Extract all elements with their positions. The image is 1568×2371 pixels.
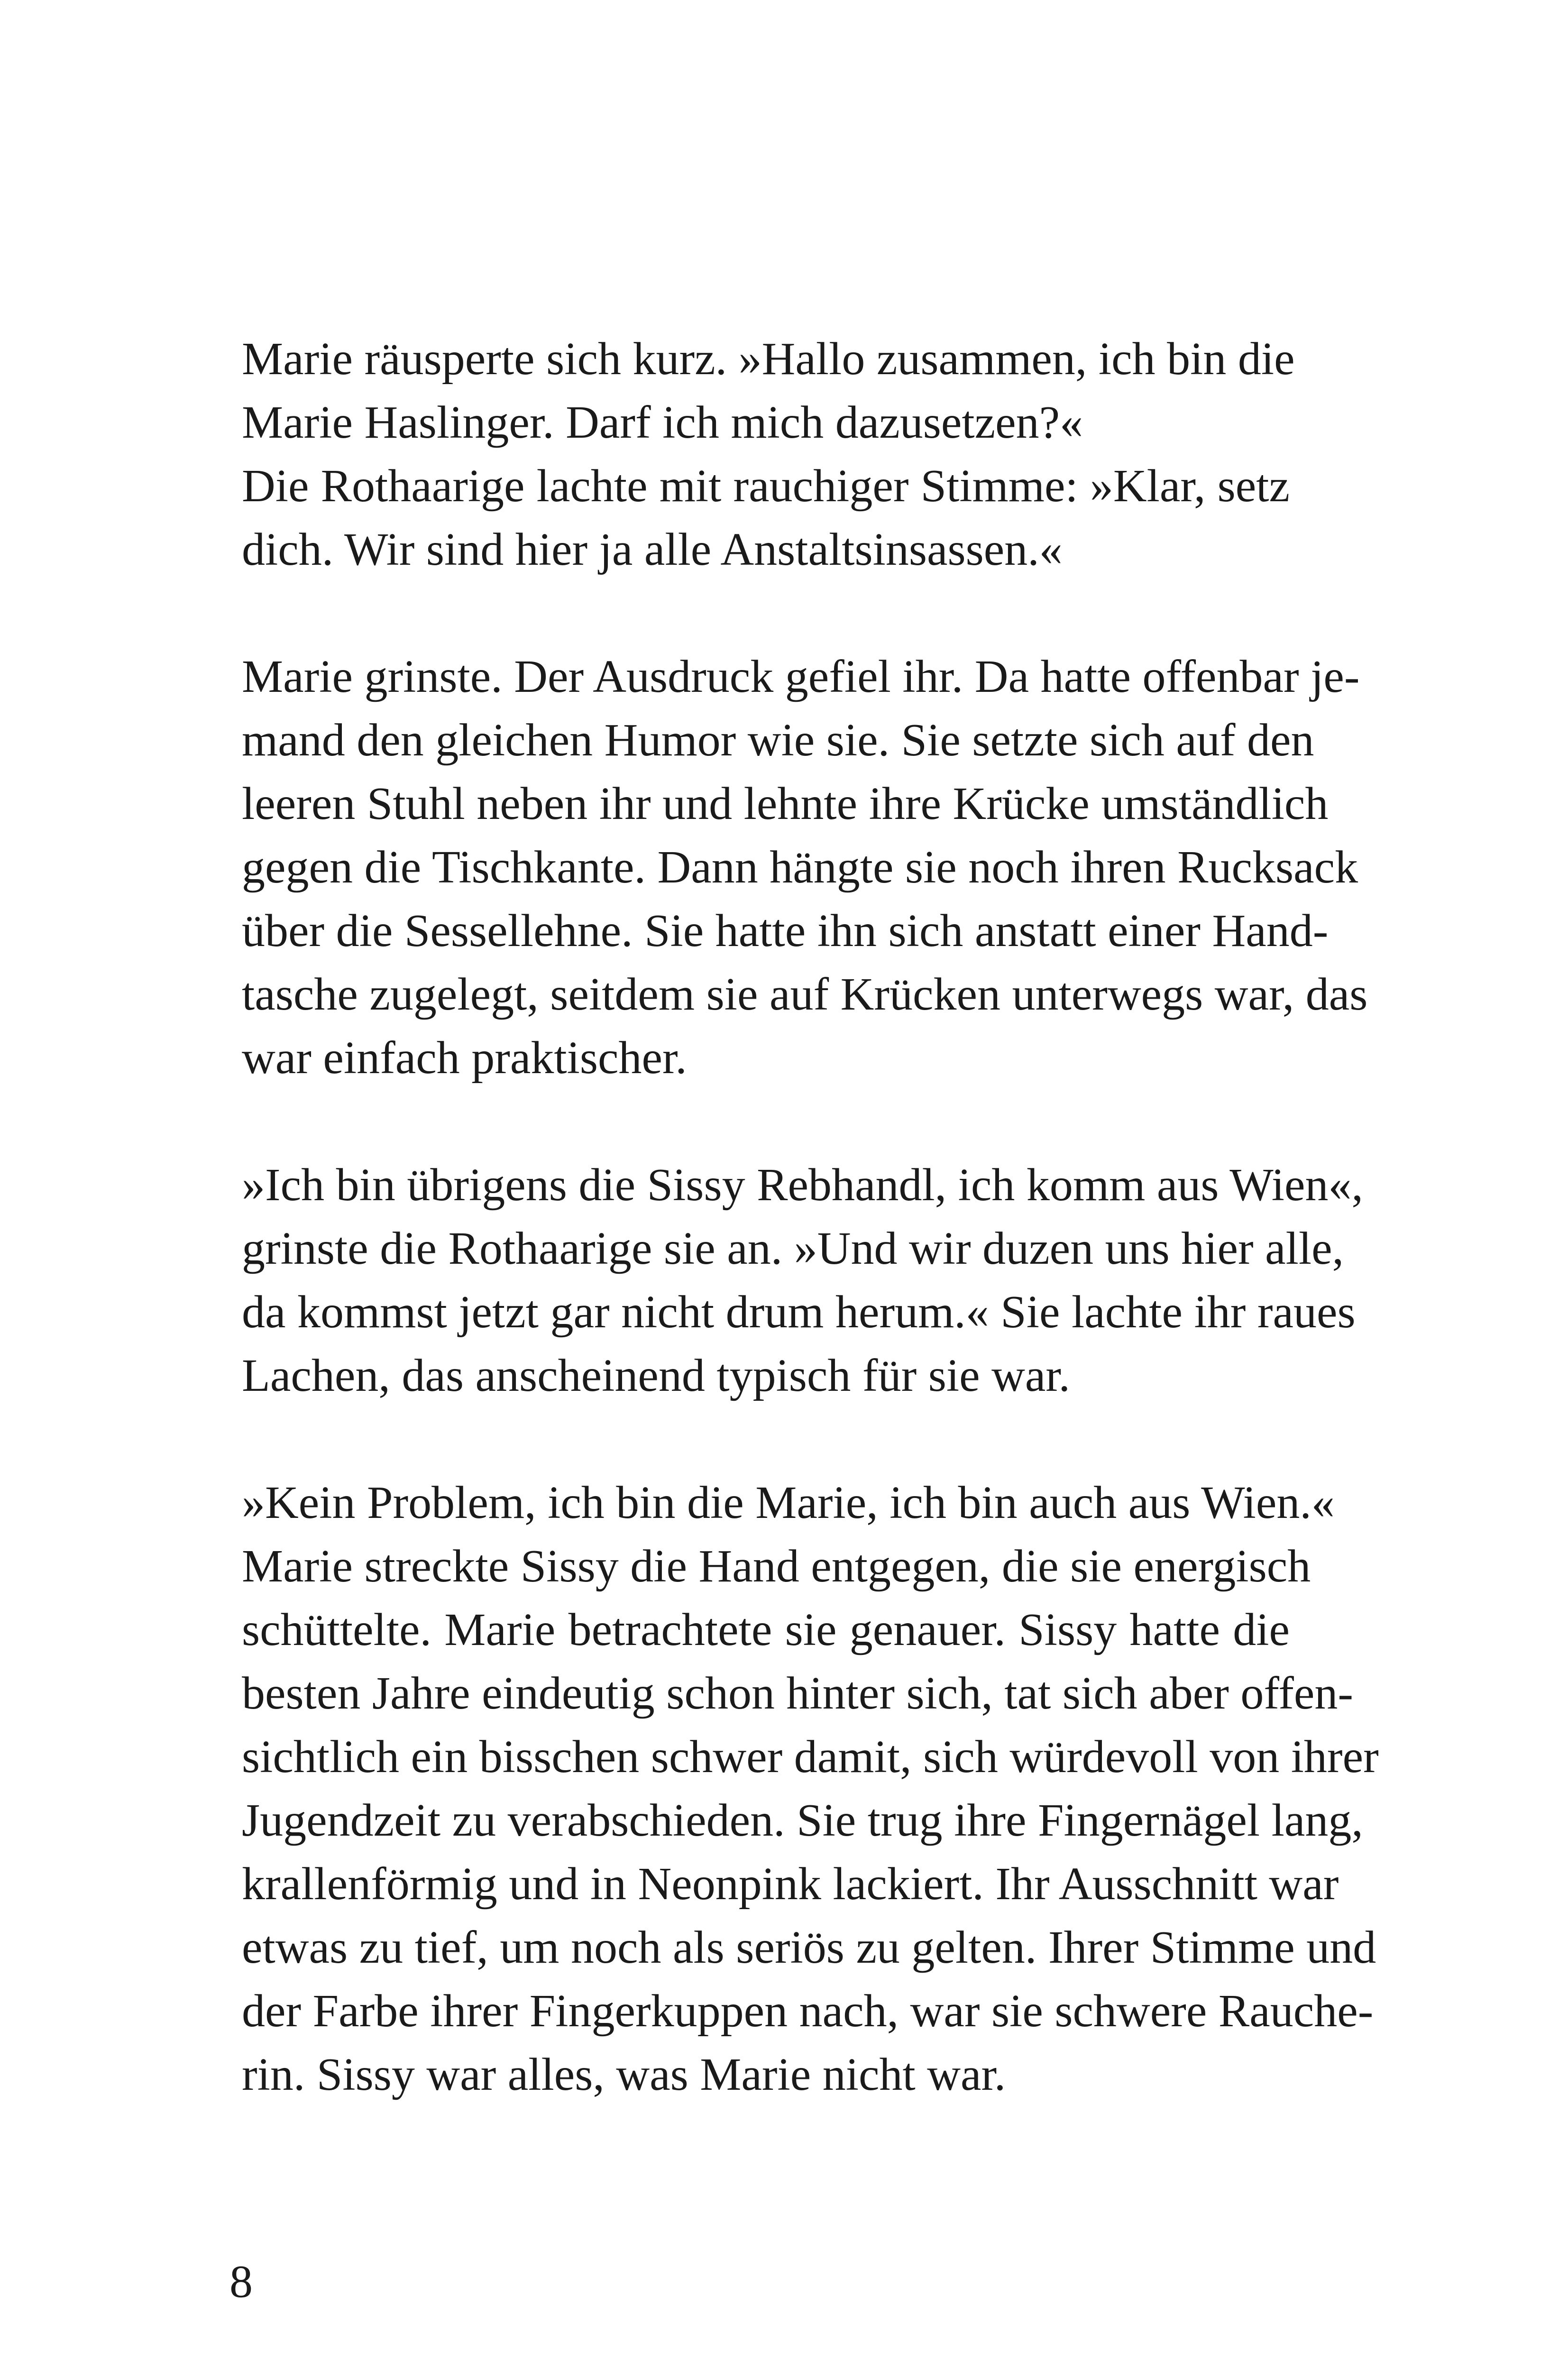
text-line: tasche zugelegt, seitdem sie auf Krücken unterwegs war, das	[242, 969, 1368, 1020]
text-line: war einfach praktischer.	[242, 1032, 687, 1084]
text-line: besten Jahre eindeutig schon hinter sich, tat sich aber offen-	[242, 1668, 1353, 1719]
page-number: 8	[229, 2256, 253, 2307]
paragraph-4	[242, 1471, 1379, 2106]
paragraph-3	[242, 1153, 1364, 1407]
text-line: grinste die Rothaarige sie an. »Und wir duzen uns hier alle,	[242, 1223, 1344, 1274]
paragraph-1	[242, 327, 1295, 581]
text-line: leeren Stuhl neben ihr und lehnte ihre Krücke umständlich	[242, 778, 1329, 829]
text-line: sichtlich ein bisschen schwer damit, sich würdevoll von ihrer	[242, 1731, 1379, 1783]
text-line: Jugendzeit zu verabschieden. Sie trug ihre Fingernägel lang,	[242, 1795, 1363, 1846]
text-line: der Farbe ihrer Fingerkuppen nach, war sie schwere Rauche-	[242, 1985, 1374, 2037]
text-line: Marie streckte Sissy die Hand entgegen, die sie energisch	[242, 1541, 1311, 1592]
text-line: Marie Haslinger. Darf ich mich dazusetzen?«	[242, 397, 1083, 448]
text-line: schüttelte. Marie betrachtete sie genauer. Sissy hatte die	[242, 1604, 1290, 1655]
text-line: da kommst jetzt gar nicht drum herum.« Sie lachte ihr raues	[242, 1287, 1356, 1338]
text-line: etwas zu tief, um noch als seriös zu gelten. Ihrer Stimme und	[242, 1922, 1376, 1973]
body-text	[242, 327, 1379, 2106]
text-line: über die Sessellehne. Sie hatte ihn sich anstatt einer Hand-	[242, 905, 1329, 956]
text-line: Lachen, das anscheinend typisch für sie war.	[242, 1350, 1071, 1401]
text-line: dich. Wir sind hier ja alle Anstaltsinsassen.«	[242, 524, 1063, 575]
paragraph-gap	[242, 581, 1290, 645]
paragraph-gap	[242, 1407, 1290, 1471]
text-line: gegen die Tischkante. Dann hängte sie noch ihren Rucksack	[242, 842, 1358, 893]
text-line: Marie räusperte sich kurz. »Hallo zusammen, ich bin die	[242, 333, 1295, 385]
text-line: krallenförmig und in Neonpink lackiert. Ihr Ausschnitt war	[242, 1858, 1339, 1910]
text-line: Marie grinste. Der Ausdruck gefiel ihr. Da hatte offenbar je-	[242, 651, 1360, 702]
paragraph-2	[242, 645, 1368, 1090]
text-line: »Ich bin übrigens die Sissy Rebhandl, ich komm aus Wien«,	[242, 1159, 1364, 1211]
text-line: »Kein Problem, ich bin die Marie, ich bin auch aus Wien.«	[242, 1477, 1335, 1528]
text-line: Die Rothaarige lachte mit rauchiger Stimme: »Klar, setz	[242, 460, 1290, 512]
paragraph-gap	[242, 1090, 1290, 1153]
text-line: mand den gleichen Humor wie sie. Sie setzte sich auf den	[242, 715, 1314, 766]
text-line: rin. Sissy war alles, was Marie nicht war.	[242, 2049, 1006, 2100]
